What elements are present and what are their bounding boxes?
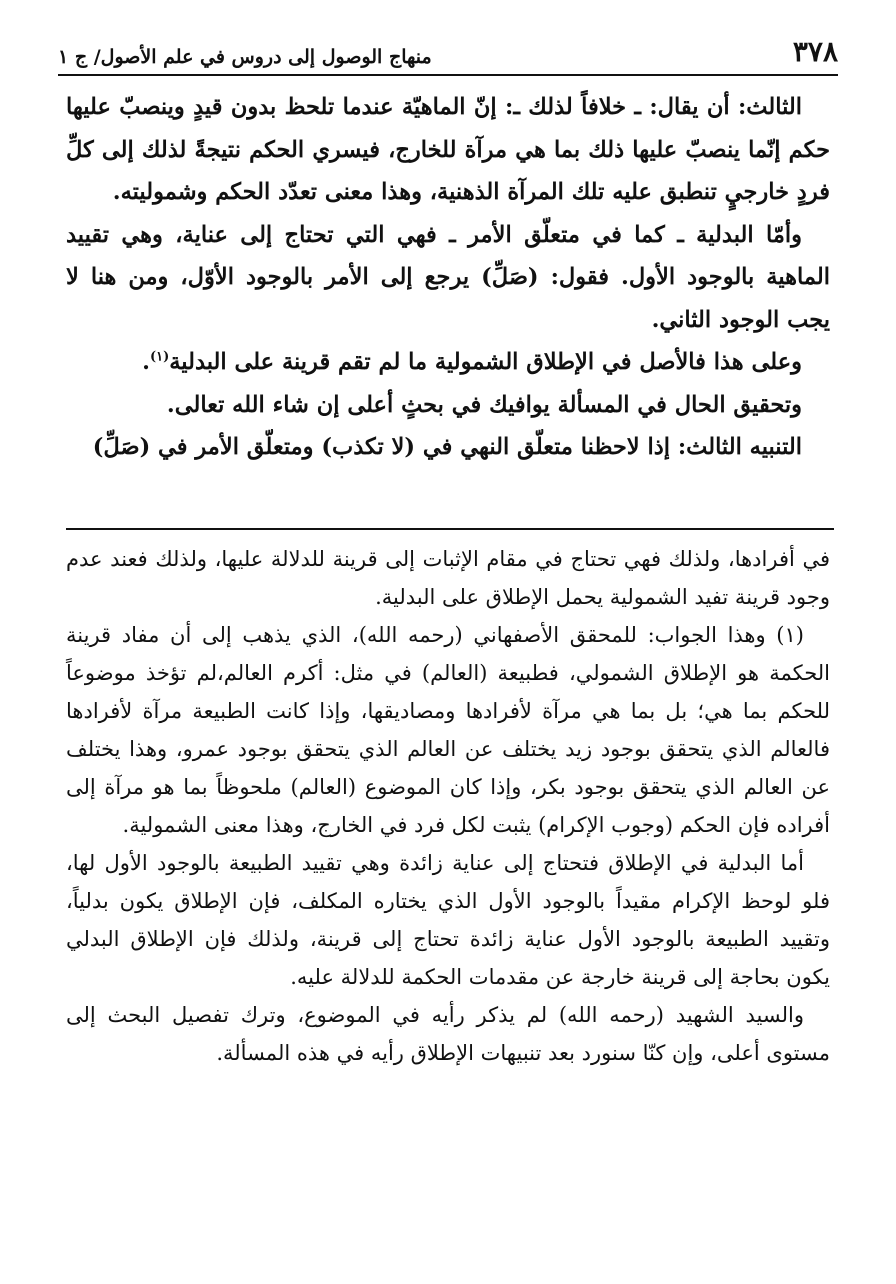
main-paragraph: التنبيه الثالث: إذا لاحظنا متعلّق النهي في (لا تكذب) ومتعلّق الأمر في (صَلِّ) <box>92 434 802 460</box>
footnotes <box>66 540 830 1072</box>
footnote-continuation: في أفرادها، ولذلك فهي تحتاج في مقام الإثبات إلى قرينة للدلالة عليها، ولذلك فعند عدم وجود قرينة تفيد الشمولية يحمل الإطلاق على البدلية. <box>66 547 830 609</box>
footnote-paragraph: والسيد الشهيد (رحمه الله) لم يذكر رأيه في الموضوع، وترك تفصيل البحث إلى مستوى أعلى، وإن كنّا سنورد بعد تنبيهات الإطلاق رأيه في هذه المسألة. <box>66 1003 830 1065</box>
footnote-paragraph: أما البدلية في الإطلاق فتحتاج إلى عناية زائدة وهي تقييد الطبيعة بالوجود الأول لها، فلو لوحظ الإكرام مقيداً بالوجود الأول الذي يختاره المكلف، فإن الإطلاق يكون بدلياً، وتقييد الطبيعة بالوجود الأول عناية زائدة تحتاج إلى قرينة، ولذلك فإن الإطلاق البدلي يكون بحاجة إلى قرينة خارجة عن مقدمات الحكمة للدلالة عليه. <box>66 851 830 989</box>
main-paragraph: وعلى هذا فالأصل في الإطلاق الشمولية ما لم تقم قرينة على البدلية$^{(١)}$. <box>142 349 802 375</box>
main-paragraph: الثالث: أن يقال: ـ خلافاً لذلك ـ: إنّ الماهيّة عندما تلحظ بدون قيدٍ وينصبّ عليها حكم إنّما ينصبّ عليها ذلك بما هي مرآة للخارج، فيسري الحكم نتيجةً لذلك إلى كلِّ فردٍ خارجيٍ تنطبق عليه تلك المرآة الذهنية، وهذا معنى تعدّد الحكم وشموليته. <box>66 94 830 205</box>
footnote-1: (١) وهذا الجواب: للمحقق الأصفهاني (رحمه الله)، الذي يذهب إلى أن مفاد قرينة الحكمة هو الإطلاق الشمولي، فطبيعة (العالم) في مثل: أكرم العالم،لم تؤخذ موضوعاً للحكم بما هي؛ بل بما هي مرآة لأفرادها ومصاديقها، وإذا كانت الطبيعة مرآة لأفرادها فالعالم الذي يتحقق بوجود زيد يختلف عن العالم الذي يتحقق بوجود عمرو، وهذا يختلف عن العالم الذي يتحقق بوجود بكر، وإذا كان الموضوع (العالم) ملحوظاً بما هو مرآة إلى أفراده فإن الحكم (وجوب الإكرام) يثبت لكل فرد في الخارج، وهذا معنى الشمولية. <box>66 623 830 837</box>
footnote-marker: (١) <box>149 349 170 365</box>
running-title: منهاج الوصول إلى دروس في علم الأصول/ ج ١ <box>58 46 432 68</box>
page-header <box>58 28 838 76</box>
footnote-divider <box>66 528 834 530</box>
main-paragraph: وتحقيق الحال في المسألة يوافيك في بحثٍ أعلى إن شاء الله تعالى. <box>166 391 802 418</box>
page-number: ٣٧٨ <box>792 35 838 68</box>
main-text <box>66 86 830 469</box>
main-paragraph: وأمّا البدلية ـ كما في متعلّق الأمر ـ فهي التي تحتاج إلى عناية، وهي تقييد الماهية بالوجود الأول. فقول: (صَلِّ) يرجع إلى الأمر بالوجود الأوّل، ومن هنا لا يجب الوجود الثاني. <box>66 221 830 333</box>
main-paragraph-text: وعلى هذا فالأصل في الإطلاق الشمولية ما لم تقم قرينة على البدلية <box>169 349 802 375</box>
